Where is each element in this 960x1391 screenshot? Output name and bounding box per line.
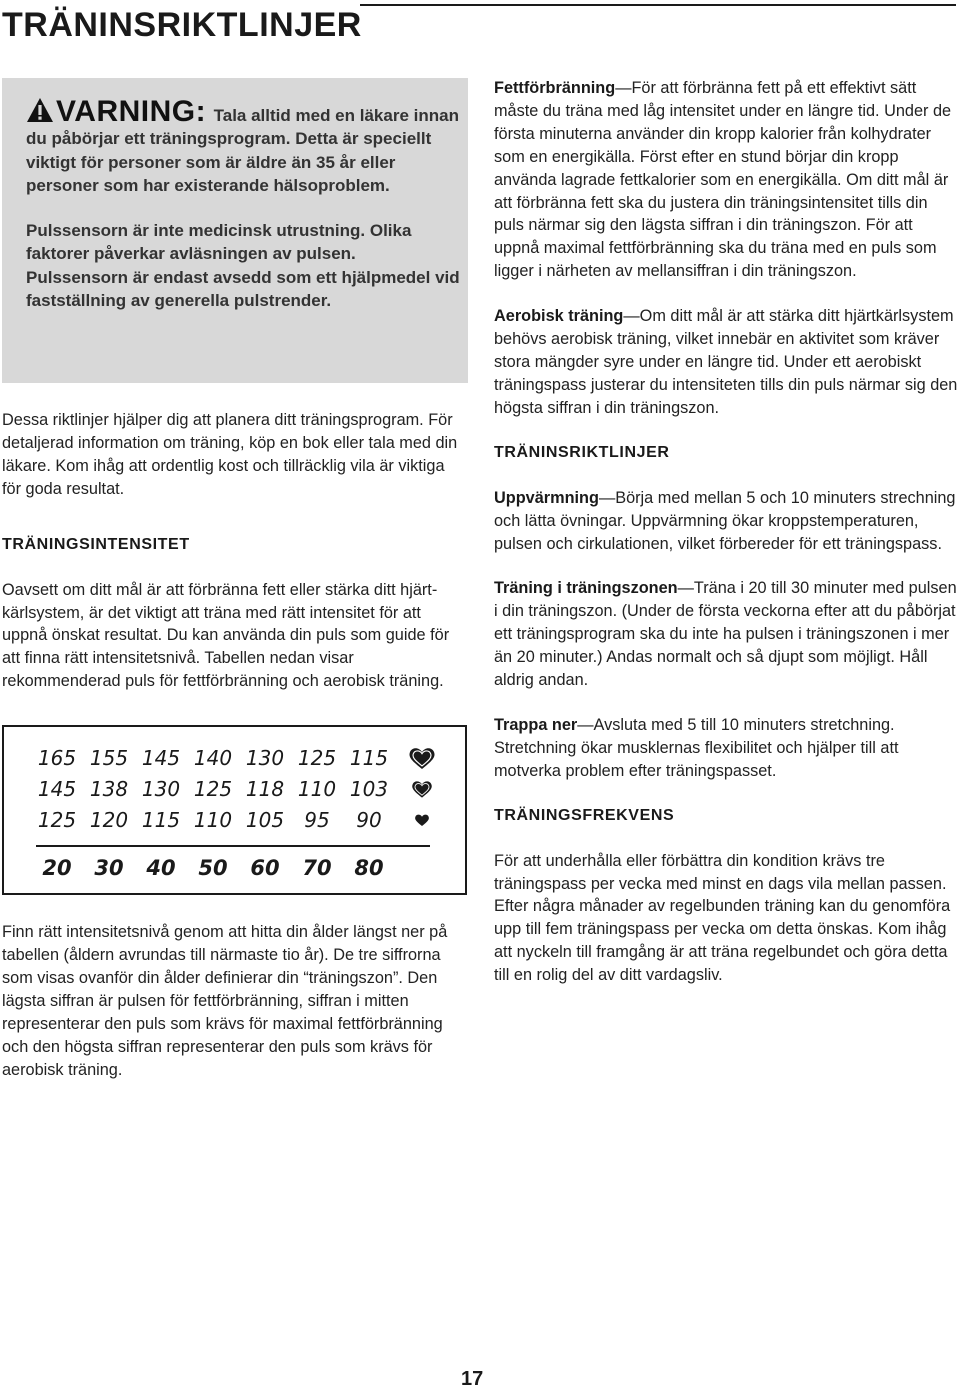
warning-paragraph [26,97,462,197]
heart-rate-value: 130 [141,777,181,802]
table-divider [36,845,430,847]
heart-rate-value: 90 [356,808,382,833]
heart-rate-value: 125 [37,808,77,833]
aerobic-term: Aerobisk träning [494,307,624,326]
guidelines-heading: TRÄNINSRIKTLINJER [494,443,670,461]
heart-rate-value: 110 [193,808,233,833]
heart-large-icon [406,745,438,771]
warning-label: VARNING [56,95,196,128]
heart-rate-value: 118 [245,777,285,802]
warning-triangle-icon [26,97,54,123]
heart-rate-value: 110 [297,777,337,802]
intro-paragraph: Dessa riktlinjer hjälper dig att planera ditt träningsprogram. För detaljerad information om träning, köp en bok eller tala med din läkare. Kom ihåg att ordentlig kost och tillräcklig vila är viktiga för goda resultat. [2,411,458,498]
warmup-text: —Börja med mellan 5 och 10 minuters strechning och lätta övningar. Uppvärmning ökar kroppstemperaturen, pulsen och cirkulationen, vilket förbereder för ett träningspass. [494,488,956,553]
heart-rate-value: 120 [89,808,129,833]
fat-burn-term: Fettförbränning [494,79,616,97]
age-value: 60 [250,856,280,881]
zone-training-term: Träning i träningszonen [494,579,678,598]
warmup-paragraph [494,487,960,556]
warning-text: läkare innan du påbörjar ett träningsprogram. Detta är speciellt viktigt för personer som är äldre än 35 år eller personer som har existerande hälsoproblem. [26,106,459,195]
aerobic-text: —Om ditt mål är att stärka ditt hjärtkärlsystem behövs aerobisk träning, vilket innebär en aktivitet som kräver stora mängder syre under en längre tid. Under ett aerobiskt träningspass justerar du intensiteten tills din puls närmar sig den högsta siffran i din träningszon. [494,307,958,417]
find-zone-paragraph: Finn rätt intensitetsnivå genom att hitta din ålder längst ner på tabellen (åldern avrundas till närmaste tio år). De tre siffrorna som visas ovanför din ålder definierar din “träningszon”. Den lägsta siffran är pulsen för fettförbränning, siffran i mitten representerar den puls som krävs för maximal fettförbränning och den högsta siffran representerar den puls som krävs för aerobisk träning. [2,923,448,1079]
warning-paragraph-2: Pulssensorn är inte medicinsk utrustning. Olika faktorer påverkar avläsningen av pulsen. Pulssensorn är endast avsedd som ett hjälpmedel vid fastställning av generella pulstrender. [26,221,460,311]
fat-burn-paragraph [494,77,960,283]
heart-rate-value: 130 [245,746,285,771]
cooldown-paragraph [494,714,960,783]
heart-rate-value: 105 [245,808,285,833]
age-value: 50 [198,856,228,881]
age-value: 40 [146,856,176,881]
heart-rate-value: 125 [193,777,233,802]
cooldown-term: Trappa ner [494,715,578,734]
right-column [494,77,960,987]
heart-rate-value: 145 [141,746,181,771]
heart-rate-value: 125 [297,746,337,771]
zone-training-paragraph [494,577,960,692]
intensity-paragraph: Oavsett om ditt mål är att förbränna fett eller stärka ditt hjärt-kärlsystem, är det viktigt att träna med rätt intensitet för att uppnå önskat resultat. Du kan använda din puls som guide för att finna rätt intensitetsnivå. Tabellen nedan visar rekommenderad puls för fettförbränning och aerobisk träning. [2,580,450,691]
warmup-term: Uppvärmning [494,488,599,507]
fat-burn-text: —För att förbränna fett på ett effektivt sätt måste du träna med låg intensitet under en längre tid. Under de första minuterna använder din kropp kalorier från kolhydrater som en energikälla. Först efter en stund börjar din kropp använda lagrade fettkalorier som en energikälla. Om ditt mål är att förbränna fett ska du justera din träningsintensitet tills din puls närmar sig den lägsta siffran i din träningszon. För att uppnå maximal fettförbränning ska du träna med en puls som ligger i närheten av mellansiffran i din träningszon. [494,79,952,281]
heart-rate-value: 145 [37,777,77,802]
heart-medium-icon [406,776,438,802]
header-rule [360,4,956,6]
age-value: 80 [354,856,384,881]
left-column [2,78,466,1082]
heart-rate-value: 155 [89,746,129,771]
page-title: TRÄNINSRIKTLINJER [2,6,362,44]
heart-rate-value: 138 [89,777,129,802]
age-value: 70 [302,856,332,881]
warning-lead: Tala alltid med en [213,106,356,125]
heart-rate-table [2,725,467,895]
heart-rate-value: 103 [349,777,389,802]
heart-rate-value: 165 [37,746,77,771]
cooldown-text: —Avsluta med 5 till 10 minuters stretchning. Stretchning ökar musklernas flexibilitet och hjälper till att motverka problem efter träningspasset. [494,715,899,780]
heart-rate-value: 115 [141,808,181,833]
heart-small-icon [406,807,438,833]
zone-training-text: —Träna i 20 till 30 minuter med pulsen i din träningszon. (Under de första veckorna efter att du påbörjat ett träningsprogram ska du inte ha pulsen i träningszonen i mer än 20 minuter.) Andas normalt och så djupt som möjligt. Håll aldrig andan. [494,579,957,690]
frequency-paragraph: För att underhålla eller förbättra din kondition krävs tre träningspass per vecka med minst en dags vila mellan passen. Efter några månader av regelbunden träning kan du genomföra upp till fem träningspass per vecka om detta önskas. Kom ihåg att nyckeln till framgång är att träna regelbundet och göra detta till en rolig del av ditt vardagsliv. [494,851,951,985]
age-value: 20 [42,856,72,881]
page-number: 17 [461,1368,484,1390]
warning-box [2,78,468,383]
warning-colon: : [195,95,206,128]
heart-rate-value: 95 [304,808,330,833]
frequency-heading: TRÄNINGSFREKVENS [494,806,675,824]
intensity-heading: TRÄNINGSINTENSITET [2,535,190,553]
heart-rate-value: 140 [193,746,233,771]
heart-rate-value: 115 [349,746,389,771]
age-value: 30 [94,856,124,881]
aerobic-paragraph [494,305,960,420]
